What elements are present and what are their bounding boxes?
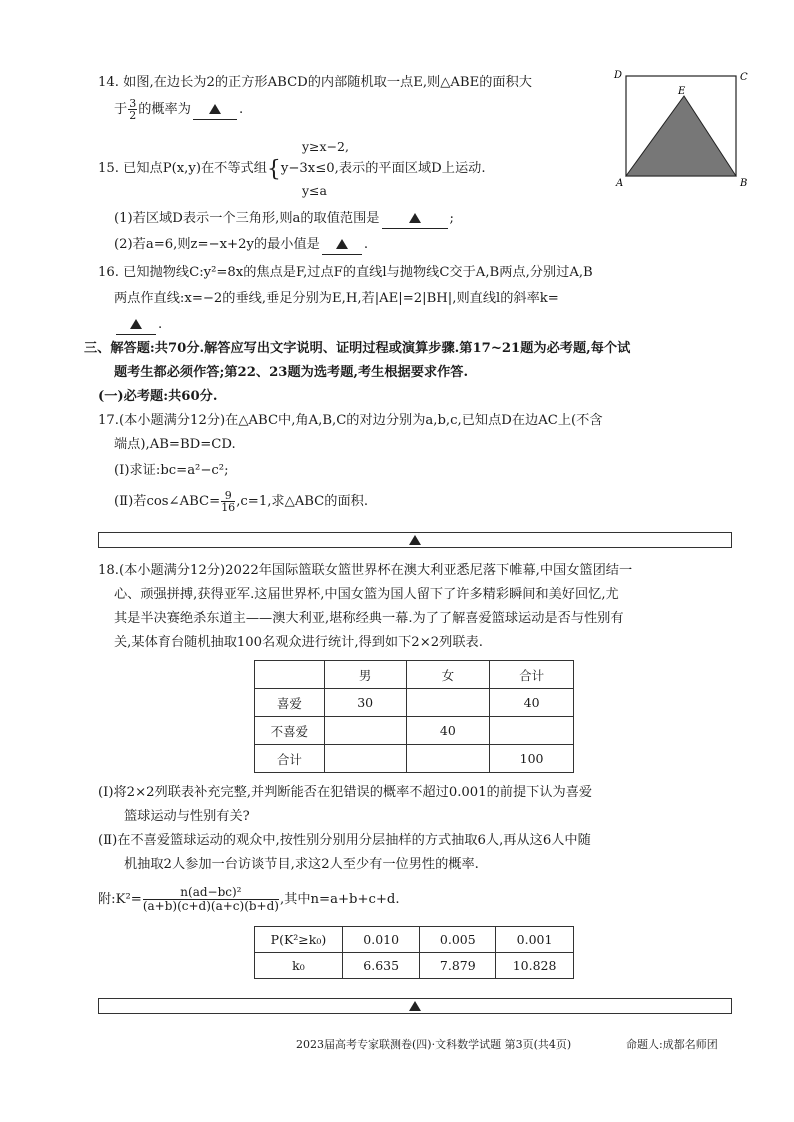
table-cell: 40: [406, 717, 490, 745]
table-cell: 40: [490, 689, 574, 717]
q17-answer-area[interactable]: [98, 532, 732, 548]
table-cell: [324, 745, 406, 773]
label-c: C: [740, 72, 748, 83]
table-cell: 10.828: [496, 953, 574, 979]
q15-part1: [114, 210, 454, 229]
triangle-mark-icon: [409, 535, 421, 545]
section3-line2: 题考生都必须作答;第22、23题为选考题,考生根据要求作答.: [114, 365, 469, 380]
q15-main-text: 15. 已知点P(x,y)在不等式组: [98, 161, 267, 176]
q15-system-line3: y≤a: [302, 183, 327, 198]
q14-frac-num: 3: [129, 97, 137, 110]
q16-answer-blank[interactable]: [116, 316, 156, 335]
q17-part2-pre: (Ⅱ)若cos∠ABC=: [114, 494, 221, 509]
table-cell: 100: [490, 745, 574, 773]
label-d: D: [614, 70, 623, 81]
q14-line2: [114, 98, 243, 121]
triangle-mark-icon: [409, 213, 421, 223]
table-row: [255, 953, 574, 979]
contingency-table: [254, 660, 574, 773]
table-cell: [490, 717, 574, 745]
table-cell: P(K²≥k₀): [255, 927, 343, 953]
q14-text-pre: 于: [114, 102, 128, 117]
q17-part2: [114, 490, 368, 513]
q17-part2-post: ,c=1,求△ABC的面积.: [236, 494, 369, 509]
q16-line3-end: .: [158, 317, 163, 332]
table-cell: k₀: [255, 953, 343, 979]
triangle-mark-icon: [209, 104, 221, 114]
table-row: [255, 717, 574, 745]
table-cell: 30: [324, 689, 406, 717]
q17-line1: 17.(本小题满分12分)在△ABC中,角A,B,C的对边分别为a,b,c,已知点D在边AC上(不含: [98, 413, 603, 428]
footer-author: 命题人:成都名师团: [626, 1038, 718, 1051]
triangle-mark-icon: [130, 319, 142, 329]
table-cell: 喜爱: [255, 689, 325, 717]
table-cell: 0.005: [420, 927, 496, 953]
q18-line3: 其是半决赛绝杀东道主——澳大利亚,堪称经典一幕.为了了解喜爱篮球运动是否与性别有: [114, 611, 624, 626]
table-cell: 不喜爱: [255, 717, 325, 745]
q16-line2: 两点作直线:x=−2的垂线,垂足分别为E,H,若|AE|=2|BH|,则直线l的斜率k=: [114, 291, 559, 306]
triangle-mark-icon: [336, 239, 348, 249]
q15-main-line: [98, 157, 486, 182]
q18-line2: 心、顽强拼搏,获得亚军.这届世界杯,中国女篮为国人留下了许多精彩瞬间和美好回忆,尤: [114, 587, 619, 602]
q15-part2-end: .: [363, 237, 369, 252]
triangle-abe: [626, 96, 736, 176]
q14-line1: 14. 如图,在边长为2的正方形ABCD的内部随机取一点E,则△ABE的面积大: [98, 75, 532, 90]
q15-part1-end: ;: [449, 211, 454, 226]
q15-part1-blank[interactable]: [382, 210, 448, 229]
formula-numerator: n(ad−bc)²: [143, 886, 279, 900]
table-header-cell: 合计: [490, 661, 574, 689]
q18-answer-area[interactable]: [98, 998, 732, 1014]
table-cell: [324, 717, 406, 745]
label-b: B: [740, 178, 748, 189]
q14-fraction: [128, 98, 137, 121]
q17-fraction: [221, 490, 235, 513]
table-cell: 合计: [255, 745, 325, 773]
q17-line2: 端点),AB=BD=CD.: [114, 437, 236, 452]
critical-value-table: [254, 926, 574, 979]
q15-part2-text: (2)若a=6,则z=−x+2y的最小值是: [114, 237, 320, 252]
q18-part2-line2: 机抽取2人参加一台访谈节目,求这2人至少有一位男性的概率.: [124, 857, 479, 872]
q16-line1: 16. 已知抛物线C:y²=8x的焦点是F,过点F的直线l与抛物线C交于A,B两点,分别过A,B: [98, 265, 593, 280]
q18-formula: [98, 886, 400, 913]
q17-frac-num: 9: [221, 490, 235, 502]
page-footer: 2023届高考专家联测卷(四)·文科数学试题 第3页(共4页): [296, 1038, 572, 1051]
section3-line1: 三、解答题:共70分.解答应写出文字说明、证明过程或演算步骤.第17~21题为必考题,每个试: [84, 341, 631, 356]
q17-frac-den: 16: [221, 501, 236, 514]
q18-part1-line2: 篮球运动与性别有关?: [124, 809, 250, 824]
q14-frac-den: 2: [129, 109, 137, 122]
label-e: E: [678, 86, 686, 97]
q18-part2-line1: (Ⅱ)在不喜爱篮球运动的观众中,按性别分别用分层抽样的方式抽取6人,再从这6人中随: [98, 833, 591, 848]
table-row: [255, 927, 574, 953]
table-row: [255, 661, 574, 689]
table-row: [255, 689, 574, 717]
label-a: A: [616, 178, 624, 189]
q18-line1: 18.(本小题满分12分)2022年国际篮联女篮世界杯在澳大利亚悉尼落下帷幕,中国女篮团结一: [98, 563, 633, 578]
q15-part2: [114, 236, 368, 255]
table-header-cell: 女: [406, 661, 490, 689]
q16-line3: [114, 316, 162, 335]
square-triangle-figure: [612, 68, 752, 190]
formula-suffix: ,其中n=a+b+c+d.: [279, 892, 400, 907]
formula-denominator: (a+b)(c+d)(a+c)(b+d): [142, 899, 279, 913]
q15-system-line2: y−3x≤0,表示的平面区域D上运动.: [280, 161, 486, 176]
table-cell: 7.879: [420, 953, 496, 979]
table-cell: [406, 689, 490, 717]
triangle-mark-icon: [409, 1001, 421, 1011]
q15-part1-text: (1)若区域D表示一个三角形,则a的取值范围是: [114, 211, 380, 226]
table-header-cell: 男: [324, 661, 406, 689]
q14-answer-blank[interactable]: [193, 101, 237, 120]
table-cell: 0.001: [496, 927, 574, 953]
q18-part1-line1: (Ⅰ)将2×2列联表补充完整,并判断能否在犯错误的概率不超过0.001的前提下认为喜爱: [98, 785, 593, 800]
table-cell: 0.010: [342, 927, 420, 953]
section3-line3: (一)必考题:共60分.: [98, 389, 218, 404]
table-header-cell: [255, 661, 325, 689]
q15-system-line1: y≥x−2,: [302, 139, 349, 154]
q15-part2-blank[interactable]: [322, 236, 362, 255]
q14-text-end: .: [238, 102, 244, 117]
q15-brace: {: [266, 157, 281, 182]
q14-text-post: 的概率为: [138, 102, 191, 117]
table-cell: [406, 745, 490, 773]
formula-prefix: 附:K²=: [98, 892, 142, 907]
q17-part1: (Ⅰ)求证:bc=a²−c²;: [114, 463, 229, 478]
table-cell: 6.635: [342, 953, 420, 979]
q18-line4: 关,某体育台随机抽取100名观众进行统计,得到如下2×2列联表.: [114, 635, 483, 650]
formula-fraction: [143, 886, 279, 913]
table-row: [255, 745, 574, 773]
